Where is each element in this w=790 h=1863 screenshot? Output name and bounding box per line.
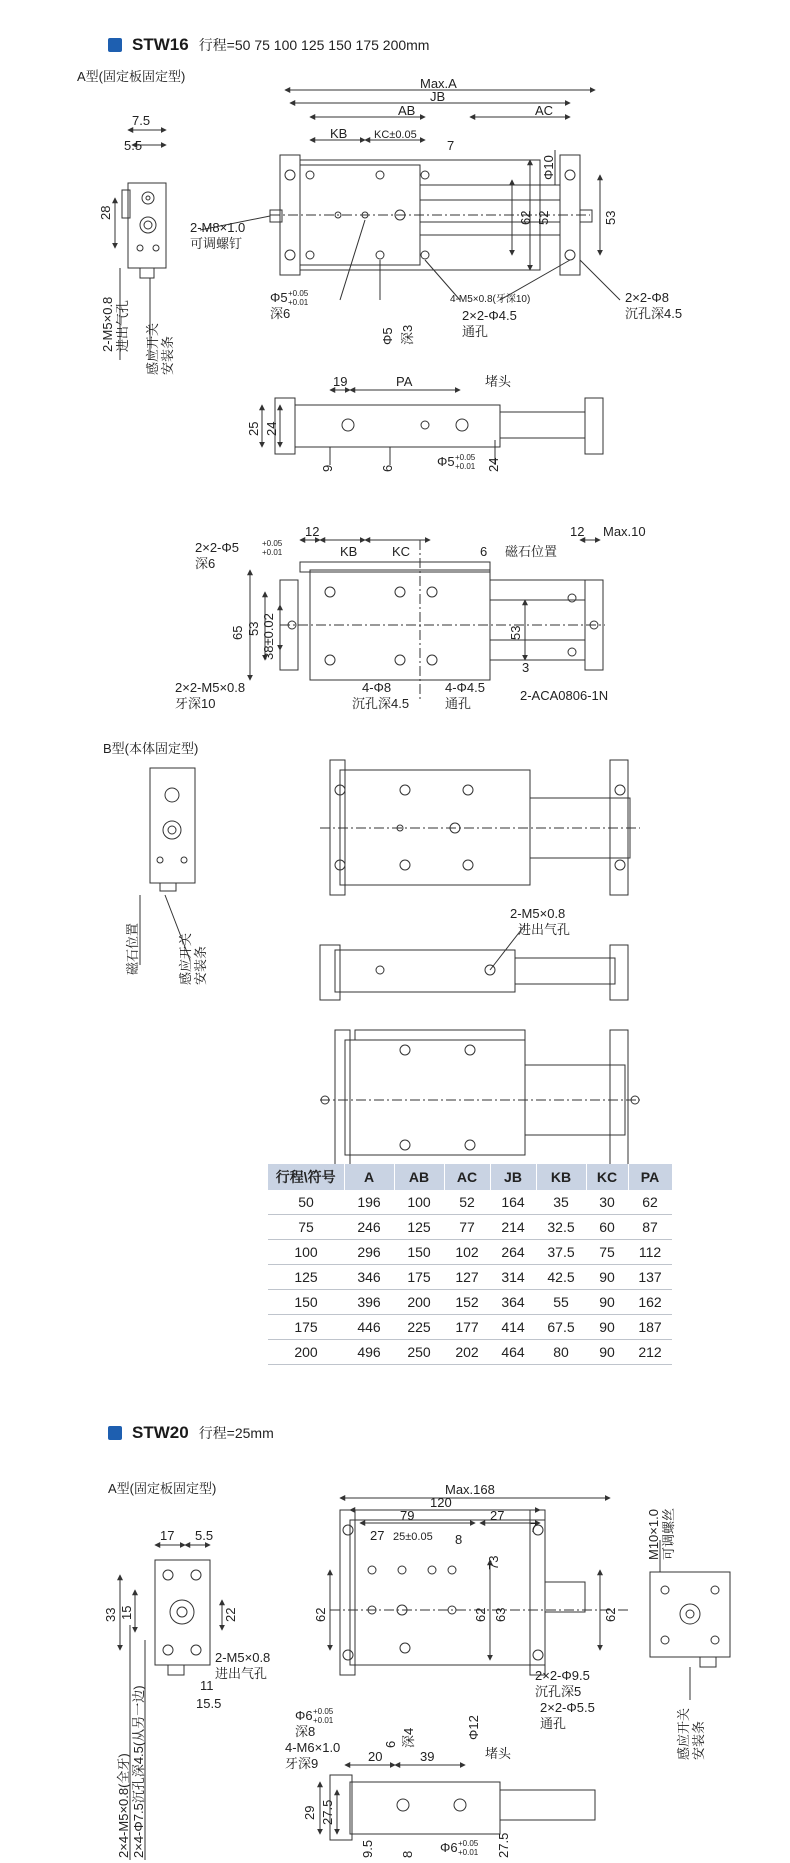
stw16b-front-view (320, 925, 628, 1000)
dim-19: 19 (333, 374, 348, 389)
table-cell: 50 (268, 1190, 344, 1215)
dim-53: 53 (246, 621, 261, 636)
table-cell: 37.5 (536, 1240, 586, 1265)
thru-label: 2×2-Φ5.5 (540, 1700, 595, 1715)
dim-24b: 24 (486, 457, 501, 472)
dim-65: 65 (230, 625, 245, 640)
table-cell: 90 (586, 1340, 628, 1365)
dim-38: 38±0.02 (261, 613, 276, 660)
table-cell: 137 (628, 1265, 672, 1290)
table-cell: 200 (268, 1340, 344, 1365)
tol-plus: +0.05 (262, 539, 283, 548)
table-cell: 80 (536, 1340, 586, 1365)
m6-thread-label: 4-M6×1.0 (285, 1740, 341, 1755)
dim-phi12: Φ12 (466, 1715, 481, 1740)
table-cell: 177 (444, 1315, 490, 1340)
col-header: AB (394, 1164, 444, 1190)
dim-29: 29 (302, 1805, 317, 1820)
table-cell: 202 (444, 1340, 490, 1365)
table-cell: 152 (444, 1290, 490, 1315)
dim-kb: KB (330, 126, 348, 141)
table-cell: 164 (490, 1190, 536, 1215)
dim-max-a: Max.A (420, 76, 457, 91)
table-cell: 187 (628, 1315, 672, 1340)
col-header: PA (628, 1164, 672, 1190)
dim-62: 62 (518, 210, 533, 225)
table-cell: 87 (628, 1215, 672, 1240)
hole-phi6: Φ6 (295, 1708, 313, 1723)
thru-cn-label: 通孔 (445, 696, 472, 711)
dim-52: 52 (536, 210, 551, 225)
table-cell: 75 (586, 1240, 628, 1265)
table-header-row (268, 1164, 672, 1190)
table-cell: 112 (628, 1240, 672, 1265)
thru-cn-label: 通孔 (462, 324, 489, 339)
dim-53b: 53 (508, 625, 523, 640)
deep8-label: 深8 (295, 1724, 316, 1739)
dim-9-5: 9.5 (360, 1839, 375, 1858)
dim-phi10: Φ10 (541, 155, 556, 180)
cbore-label: 2×2-Φ9.5 (535, 1668, 590, 1683)
tol-plus: +0.05 (458, 1839, 479, 1848)
port-label: 2-M5×0.8 (510, 906, 566, 921)
table-cell: 246 (344, 1215, 394, 1240)
dim-22: 22 (223, 1607, 238, 1622)
stw20-top-view (330, 1498, 630, 1675)
dim-jb: JB (430, 89, 446, 104)
stw16b-bottom-view (320, 1030, 640, 1165)
cbore-depth-label: 沉孔深4.5 (352, 696, 410, 711)
dim-27-5: 27.5 (320, 1799, 335, 1825)
switch-label: 感应开关 (676, 1707, 691, 1760)
thread-label: 2×4-M5×0.8(全牙) (116, 1753, 131, 1858)
magnet-position-label: 磁石位置 (505, 544, 558, 559)
dim-20: 20 (368, 1749, 383, 1764)
screw-label: 2-M8×1.0 (190, 220, 246, 235)
col-header: 行程\符号 (268, 1164, 344, 1190)
table-cell: 32.5 (536, 1215, 586, 1240)
port-cn-label: 进出气孔 (115, 299, 130, 352)
dim-3: 3 (522, 660, 530, 675)
table-cell: 314 (490, 1265, 536, 1290)
tol-plus: +0.05 (313, 1707, 334, 1716)
dim-kc: KC (392, 544, 411, 559)
dim-12a: 12 (305, 524, 320, 539)
table-cell: 30 (586, 1190, 628, 1215)
table-cell: 200 (394, 1290, 444, 1315)
table-cell: 35 (536, 1190, 586, 1215)
table-cell: 446 (344, 1315, 394, 1340)
table-cell: 464 (490, 1340, 536, 1365)
dim-6: 6 (383, 1740, 398, 1748)
dim-6: 6 (480, 544, 488, 559)
screw-cn-label: 可调螺钉 (190, 236, 243, 251)
hole-phi5: Φ5 (270, 290, 288, 305)
model-title: STW20 (132, 1423, 189, 1442)
dim-39: 39 (420, 1749, 435, 1764)
dim-pa: PA (396, 374, 413, 389)
hole-2x2-phi5: 2×2-Φ5 (195, 540, 239, 555)
type-b-label: B型(本体固定型) (103, 741, 199, 756)
port-cn-label: 进出气孔 (215, 1666, 268, 1681)
tol-minus: +0.01 (455, 462, 476, 471)
tol-minus: +0.01 (313, 1716, 334, 1725)
dim-25: 25 (246, 421, 261, 436)
switch-label: 感应开关 (178, 932, 193, 985)
table-cell: 127 (444, 1265, 490, 1290)
table-cell: 212 (628, 1340, 672, 1365)
dim-9: 9 (320, 464, 335, 472)
table-cell: 162 (628, 1290, 672, 1315)
table-cell: 125 (268, 1265, 344, 1290)
table-cell: 250 (394, 1340, 444, 1365)
col-header: AC (444, 1164, 490, 1190)
type-a-label: A型(固定板固定型) (77, 69, 186, 84)
dim-27b: 27 (490, 1508, 505, 1523)
cbore-cn-label: 沉孔深4.5 (625, 306, 683, 321)
switch-strip-label: 安装条 (193, 945, 208, 985)
dim-28: 28 (98, 205, 113, 220)
tol-minus: +0.01 (288, 298, 309, 307)
dim-ab: AB (398, 103, 416, 118)
table-cell: 175 (268, 1315, 344, 1340)
deep4-label: 深4 (401, 1727, 416, 1748)
table-cell: 90 (586, 1265, 628, 1290)
dim-max-10: Max.10 (603, 524, 646, 539)
table-cell: 150 (268, 1290, 344, 1315)
dim-73: 73 (486, 1555, 501, 1570)
dim-33: 33 (103, 1607, 118, 1622)
tol-plus: +0.05 (455, 453, 476, 462)
col-header: KB (536, 1164, 586, 1190)
dim-kb: KB (340, 544, 358, 559)
dim-7-5: 7.5 (132, 113, 151, 128)
table-cell: 346 (344, 1265, 394, 1290)
port-label: 2-M5×0.8 (215, 1650, 271, 1665)
dim-79: 79 (400, 1508, 415, 1523)
port-label: 2-M5×0.8 (100, 296, 115, 352)
table-row (268, 1240, 672, 1265)
table-cell: 90 (586, 1290, 628, 1315)
table-cell: 496 (344, 1340, 394, 1365)
col-header: A (344, 1164, 394, 1190)
dim-24: 24 (264, 421, 279, 436)
dim-8: 8 (455, 1532, 463, 1547)
table-cell: 296 (344, 1240, 394, 1265)
thru-cn-label: 通孔 (540, 1716, 567, 1731)
stw20-front-view (320, 1765, 595, 1840)
dim-120: 120 (430, 1495, 452, 1510)
table-cell: 77 (444, 1215, 490, 1240)
dim-62c: 62 (603, 1607, 618, 1622)
dim-63: 63 (493, 1607, 508, 1622)
stw16-bottom-view (250, 540, 605, 700)
dim-kc: KC±0.05 (374, 129, 417, 141)
dim-17: 17 (160, 1528, 175, 1543)
dim-12b: 12 (570, 524, 585, 539)
dim-62b: 62 (473, 1607, 488, 1622)
cbore-label: 2×2-Φ8 (625, 290, 669, 305)
table-cell: 414 (490, 1315, 536, 1340)
thread-depth-label: 牙深9 (285, 1756, 319, 1771)
stroke-text: 行程=50 75 100 125 150 175 200mm (198, 37, 430, 53)
col-header: KC (586, 1164, 628, 1190)
table-cell: 364 (490, 1290, 536, 1315)
cbore-label: 2×4-Φ7.5沉孔深4.5(从另一边) (131, 1685, 146, 1858)
table-cell: 102 (444, 1240, 490, 1265)
dim-5-5: 5.5 (124, 138, 143, 153)
dim-15: 15 (119, 1605, 134, 1620)
plug-label: 堵头 (485, 374, 512, 389)
col-header: JB (490, 1164, 536, 1190)
hole-phi5b: Φ5 (380, 327, 395, 345)
stw20-end-view (650, 1540, 730, 1700)
tol-minus: +0.01 (262, 548, 283, 557)
dim-6: 6 (380, 464, 395, 472)
table-row (268, 1290, 672, 1315)
m10-cn-label: 可调螺丝 (661, 1507, 676, 1560)
table-cell: 225 (394, 1315, 444, 1340)
deep6-label: 深6 (270, 306, 291, 321)
thread-depth-label: 牙深10 (175, 696, 216, 711)
plug-label: 堵头 (485, 1746, 512, 1761)
thru-hole-label: 2×2-Φ4.5 (462, 308, 517, 323)
dim-27: 27 (370, 1528, 385, 1543)
dim-25: 25±0.05 (393, 1531, 433, 1543)
cbore-4-phi8: 4-Φ8 (362, 680, 392, 695)
dim-max-168: Max.168 (445, 1482, 495, 1497)
stw16-front-view (262, 390, 603, 465)
tol-plus: +0.05 (288, 289, 309, 298)
dim-5-5: 5.5 (195, 1528, 214, 1543)
stw16-top-view (200, 90, 620, 300)
model-title: STW16 (132, 35, 189, 54)
table-row (268, 1190, 672, 1215)
table-cell: 90 (586, 1315, 628, 1340)
table-cell: 52 (444, 1190, 490, 1215)
m5-thread-label: 4-M5×0.8(牙深10) (450, 294, 531, 305)
table-row (268, 1215, 672, 1240)
dim-27-5b: 27.5 (496, 1832, 511, 1858)
type-a-label: A型(固定板固定型) (108, 1481, 217, 1496)
cbore-cn-label: 沉孔深5 (535, 1684, 582, 1699)
dim-15-5: 15.5 (196, 1696, 222, 1711)
table-cell: 196 (344, 1190, 394, 1215)
table-cell: 42.5 (536, 1265, 586, 1290)
table-cell: 150 (394, 1240, 444, 1265)
table-cell: 214 (490, 1215, 536, 1240)
m5-thread-label: 2×2-M5×0.8 (175, 680, 246, 695)
table-cell: 100 (268, 1240, 344, 1265)
table-cell: 75 (268, 1215, 344, 1240)
switch-label: 感应开关 (145, 322, 160, 375)
switch-strip-label: 安装条 (691, 1720, 706, 1760)
table-cell: 264 (490, 1240, 536, 1265)
table-row (268, 1315, 672, 1340)
dim-62: 62 (313, 1607, 328, 1622)
stroke-text: 行程=25mm (198, 1425, 274, 1441)
thru-4-phi45: 4-Φ4.5 (445, 680, 486, 695)
magnet-position-label: 磁石位置 (125, 922, 140, 975)
table-row (268, 1340, 672, 1365)
deep6-label: 深6 (195, 556, 216, 571)
stw16b-top-view (320, 760, 640, 895)
aca-label: 2-ACA0806-1N (520, 688, 609, 703)
dim-8: 8 (400, 1850, 415, 1858)
dim-7: 7 (447, 138, 455, 153)
tol-minus: +0.01 (458, 1848, 479, 1857)
table-cell: 396 (344, 1290, 394, 1315)
front-phi5: Φ5 (437, 454, 455, 469)
m10-label: M10×1.0 (646, 1509, 661, 1560)
dim-7: 7 (530, 1520, 538, 1535)
table-cell: 125 (394, 1215, 444, 1240)
port-cn-label: 进出气孔 (518, 922, 571, 937)
table-cell: 62 (628, 1190, 672, 1215)
table-cell: 100 (394, 1190, 444, 1215)
deep3-label: 深3 (400, 324, 415, 345)
table-cell: 55 (536, 1290, 586, 1315)
table-cell: 67.5 (536, 1315, 586, 1340)
switch-strip-label: 安装条 (160, 335, 175, 375)
table-cell: 175 (394, 1265, 444, 1290)
dim-53: 53 (603, 210, 618, 225)
table-cell: 60 (586, 1215, 628, 1240)
dim-11: 11 (200, 1678, 214, 1693)
front-phi6: Φ6 (440, 1840, 458, 1855)
spec-table (268, 1164, 673, 1365)
table-row (268, 1265, 672, 1290)
dim-ac: AC (535, 103, 554, 118)
